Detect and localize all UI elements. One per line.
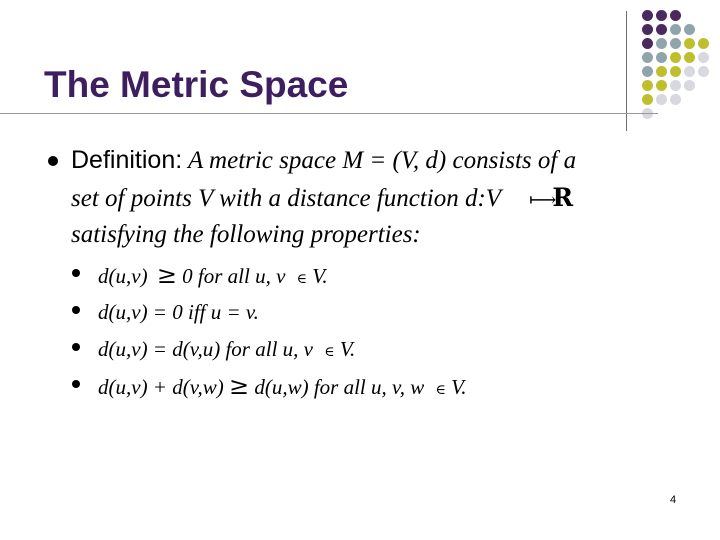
decor-dot [698,66,709,77]
page-number: 4 [670,494,677,506]
list-item [98,294,467,331]
property-list [98,257,467,405]
maps-to-icon: ⟼ [529,189,557,211]
property-text: V. [451,375,467,399]
decor-dot [684,80,695,91]
geq-symbol: ≥ [156,261,177,289]
decor-dot [698,38,709,49]
list-item [98,257,467,294]
decor-dot [684,24,695,35]
decor-dot [642,80,653,91]
bullet-icon [48,156,58,166]
decor-dot [684,38,695,49]
definition-lead: Definition: [71,146,183,174]
decor-dot [656,80,667,91]
decor-dot [642,94,653,105]
title-rule [0,113,658,114]
decor-dot [642,52,653,63]
decor-dot [670,80,681,91]
decor-dot [656,52,667,63]
decor-dot [656,38,667,49]
decor-dot [684,66,695,77]
decor-dot [670,52,681,63]
decor-dot [656,66,667,77]
property-text: d(u,w) for all u, v, w [254,375,425,399]
decor-dot [670,10,681,21]
list-item [98,331,467,368]
bullet-icon [72,343,80,351]
definition-line3-text: satisfying the following properties: [71,221,421,248]
decor-dot [656,10,667,21]
list-item [98,368,467,405]
definition-text [71,142,701,253]
decor-dot [670,66,681,77]
decor-dot [642,24,653,35]
bullet-icon [72,380,80,388]
definition-line1-text: A metric space M = (V, d) consists of a [182,147,577,174]
property-text: d(u,v) [98,264,148,288]
decor-dot [670,94,681,105]
decor-dot [656,94,667,105]
element-of-symbol: ∈ [435,382,446,398]
decor-dot [642,10,653,21]
definition-line-3 [71,216,701,253]
property-text: 0 for all u, v [182,264,286,288]
element-of-symbol: ∈ [324,344,335,360]
decor-dot [642,38,653,49]
property-text: d(u,v) = 0 iff u = v. [98,300,259,324]
property-text: V. [312,264,328,288]
definition-line-1 [71,142,701,179]
property-text: d(u,v) = d(v,u) for all u, v [98,337,313,361]
bullet-icon [72,306,80,314]
decor-dot [684,52,695,63]
decor-dot [642,66,653,77]
decor-dot [698,52,709,63]
element-of-symbol: ∈ [296,271,308,287]
slide-title: The Metric Space [44,64,349,105]
property-text: d(u,v) + d(v,w) [98,375,224,399]
definition-line2-text: set of points V with a distance function d:V [71,185,502,212]
decor-dot [656,24,667,35]
geq-symbol: ≥ [228,372,250,400]
decor-dot [670,38,681,49]
bullet-icon [72,269,80,277]
reals-symbol: R [552,183,574,212]
definition-line-2 [71,179,701,216]
decor-dot [670,24,681,35]
property-text: V. [339,337,356,361]
